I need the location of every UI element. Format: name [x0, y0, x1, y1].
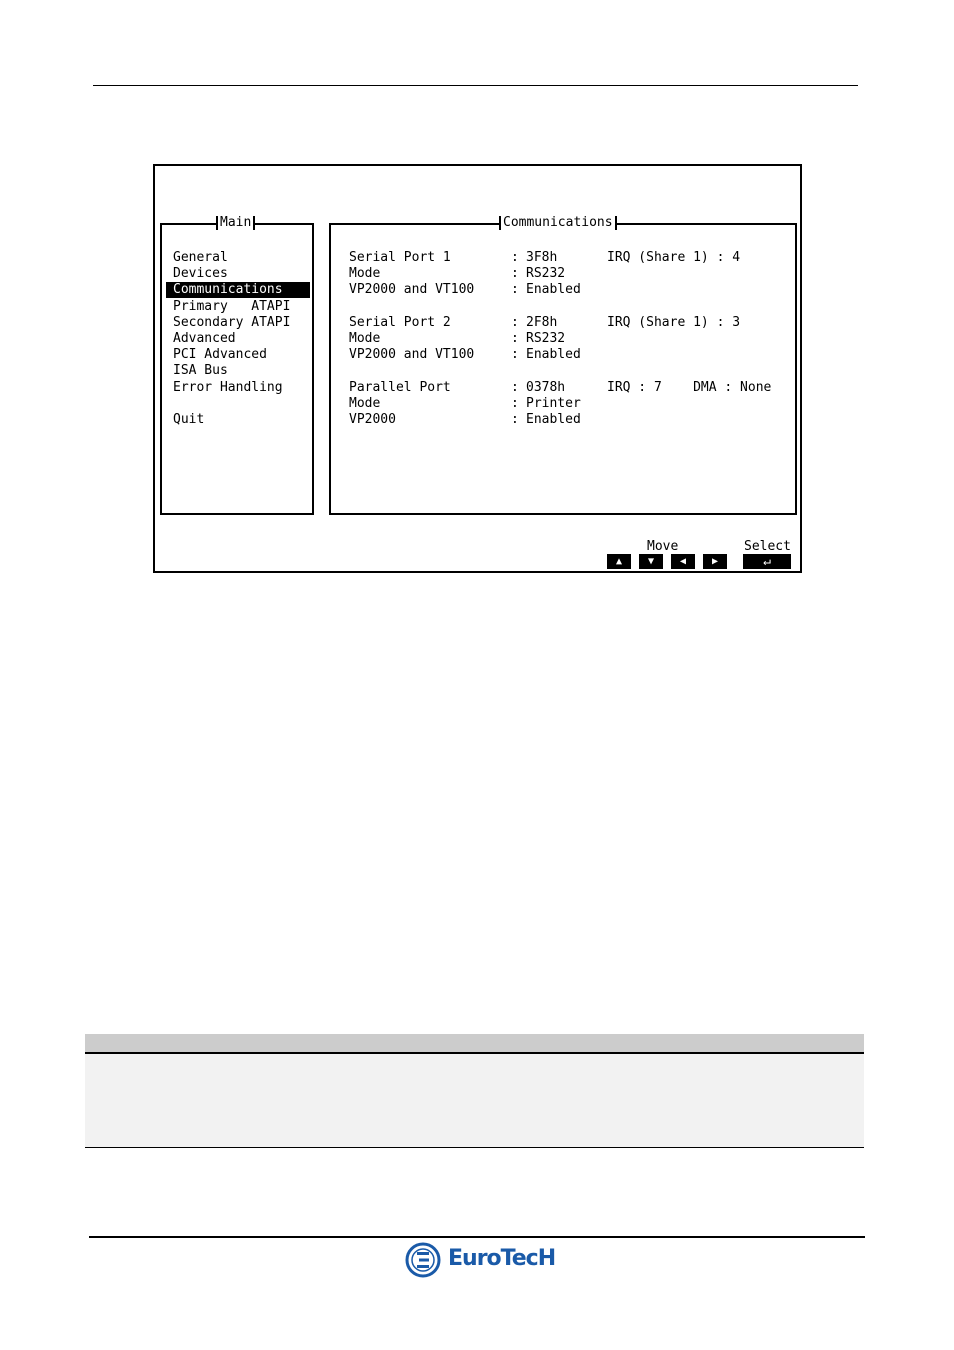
menu-item[interactable]: Error Handling	[173, 379, 283, 395]
communications-panel	[329, 215, 797, 515]
menu-item[interactable]: Communications	[166, 282, 310, 298]
move-label: Move	[647, 539, 679, 554]
setting-separator: :	[511, 266, 519, 282]
table-body	[85, 1054, 864, 1147]
setting-label: Serial Port 1	[349, 250, 451, 265]
menu-item[interactable]: Advanced	[173, 331, 236, 346]
setting-row	[331, 363, 795, 379]
eurotech-logo	[404, 1241, 554, 1281]
setting-row[interactable]	[331, 380, 795, 396]
setting-separator: :	[511, 282, 519, 298]
bios-setup-screen	[153, 164, 802, 573]
setting-extra: IRQ (Share 1) : 4	[607, 250, 741, 265]
setting-value: Enabled	[526, 347, 581, 363]
setting-value: 0378h	[526, 379, 566, 395]
menu-item[interactable]: ISA Bus	[173, 363, 228, 379]
setting-row[interactable]	[331, 282, 795, 298]
setting-label: VP2000 and VT100	[349, 282, 475, 298]
select-label: Select	[744, 539, 791, 554]
setting-row[interactable]	[331, 412, 795, 428]
eurotech-logo-icon	[404, 1241, 444, 1281]
setting-extra: IRQ (Share 1) : 3	[607, 314, 741, 330]
setting-separator: :	[511, 395, 519, 411]
header-rule	[93, 85, 858, 86]
content-panel-title: Communications	[499, 216, 617, 230]
setting-row[interactable]	[331, 331, 795, 347]
setting-label: Mode	[349, 266, 381, 282]
setting-value: 3F8h	[526, 250, 558, 265]
setting-value: RS232	[526, 266, 566, 282]
arrow-left-key-icon[interactable]: ◀	[671, 554, 695, 569]
setting-separator: :	[511, 412, 519, 427]
setting-label: Serial Port 2	[349, 314, 451, 330]
setting-separator: :	[511, 379, 519, 395]
setting-row[interactable]	[331, 266, 795, 282]
menu-item[interactable]: General	[173, 250, 228, 265]
setting-row	[331, 299, 795, 315]
menu-item[interactable]: Secondary ATAPI	[173, 314, 291, 330]
logo-text: EuroTecH	[448, 1246, 556, 1271]
setting-value: Printer	[526, 395, 581, 411]
arrow-up-key-icon[interactable]: ▲	[607, 554, 631, 569]
setting-label: VP2000 and VT100	[349, 347, 475, 363]
setting-value: 2F8h	[526, 314, 558, 330]
setting-separator: :	[511, 331, 519, 346]
arrow-down-key-icon[interactable]: ▼	[639, 554, 663, 569]
setting-label: Mode	[349, 331, 381, 346]
table-bottom-rule	[85, 1147, 864, 1148]
main-panel-title: Main	[216, 216, 255, 230]
table-header-bar	[85, 1034, 864, 1052]
setting-row[interactable]	[331, 315, 795, 331]
footer-rule	[89, 1236, 865, 1238]
menu-item[interactable]: PCI Advanced	[173, 347, 267, 363]
setting-extra: IRQ : 7 DMA : None	[607, 379, 772, 395]
setting-label: Mode	[349, 395, 381, 411]
setting-row[interactable]	[331, 250, 795, 266]
main-menu-panel	[160, 215, 314, 515]
enter-key-icon[interactable]: ↵	[743, 554, 791, 569]
menu-item[interactable]: Devices	[173, 266, 228, 282]
setting-separator: :	[511, 250, 519, 265]
setting-separator: :	[511, 314, 519, 330]
setting-value: Enabled	[526, 412, 581, 427]
setting-row[interactable]	[331, 396, 795, 412]
menu-item[interactable]: Primary ATAPI	[173, 298, 291, 314]
setting-separator: :	[511, 347, 519, 363]
menu-item[interactable]: Quit	[173, 412, 205, 427]
setting-label: VP2000	[349, 412, 396, 427]
setting-label: Parallel Port	[349, 379, 451, 395]
setting-value: Enabled	[526, 282, 581, 298]
arrow-right-key-icon[interactable]: ▶	[703, 554, 727, 569]
setting-row[interactable]	[331, 347, 795, 363]
menu-item	[172, 396, 312, 412]
setting-value: RS232	[526, 331, 566, 346]
